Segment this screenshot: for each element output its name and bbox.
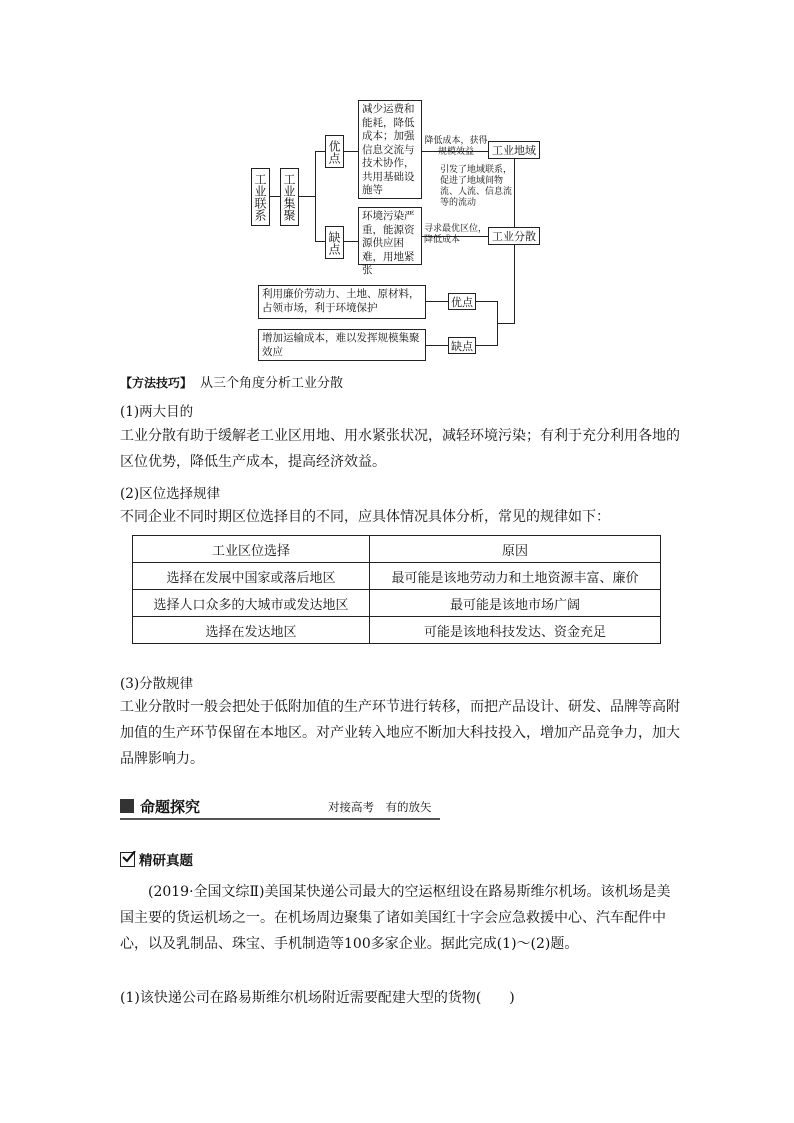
table-cell: 最可能是该地劳动力和土地资源丰富、廉价: [370, 563, 661, 590]
connector: [344, 151, 358, 152]
section-subtitle: 对接高考 有的放矢: [328, 800, 432, 814]
s3-title: (3)分散规律: [120, 676, 194, 692]
table-cell: 选择在发达地区: [133, 617, 370, 644]
node-jiju-advantages: 减少运费和能耗，降低成本；加强信息交流与技术协作，共用基础设施等: [358, 100, 422, 199]
connector: [426, 345, 448, 346]
table-row: [133, 590, 661, 617]
s1-text: 工业分散有助于缓解老工业区用地、用水紧张状况，减轻环境污染；有利于充分利用各地的区位优势，降低生产成本，提高经济效益。: [120, 428, 680, 470]
section-title: 命题探究: [140, 798, 201, 816]
node-fensan-advantages: 利用廉价劳动力、土地、原材料，占领市场，利于环境保护: [258, 285, 426, 319]
method-title: 从三个角度分析工业分散: [200, 376, 344, 391]
node-fensan-youdian: 优点: [448, 293, 476, 310]
s2-title: (2)区位选择规律: [120, 486, 221, 502]
table-cell: 可能是该地科技发达、资金充足: [370, 617, 661, 644]
method-tag: 【方法技巧】: [120, 376, 193, 390]
section-underline: [120, 818, 440, 820]
connector: [299, 196, 315, 197]
connector: [514, 245, 515, 323]
question-passage: (2019·全国文综Ⅱ)美国某快递公司最大的空运枢纽设在路易斯维尔机场。该机场是美国主要的货运机场之一。在机场周边聚集了诸如美国红十字会应急救援中心、汽车配件中心，以及乳制品、珠宝、手机制造等100多家企业。据此完成(1)～(2)题。: [120, 884, 671, 952]
connector: [426, 301, 448, 302]
node-gongye-diyu: 工业地域: [488, 141, 540, 159]
table-row: [133, 563, 661, 590]
table-header: 原因: [370, 536, 661, 563]
table-cell: 最可能是该地市场广阔: [370, 590, 661, 617]
section-square-icon: [120, 799, 134, 813]
jingyan-heading: [120, 849, 193, 869]
jingyan-title: 精研真题: [139, 853, 193, 869]
s3-text: 工业分散时一般会把处于低附加值的生产环节进行转移，而把产品设计、研发、品牌等高附加值的生产环节保留在本地区。对产业转入地应不断加大科技投入，增加产品竞争力，加大品牌影响力。: [120, 699, 680, 767]
connector: [476, 301, 498, 302]
table-cell: 选择在发展中国家或落后地区: [133, 563, 370, 590]
table-row: [133, 617, 661, 644]
arrow: [270, 196, 280, 197]
edge-label-linkage: 引发了地域联系，促进了地域间物流、人流、信息流等的流动: [440, 165, 513, 208]
question-1: (1)该快递公司在路易斯维尔机场附近需要配建大型的货物( ): [120, 990, 515, 1006]
edge-label-cost: 降低成本，获得规模效益: [424, 136, 488, 157]
table-header-row: [133, 536, 661, 563]
connector: [315, 151, 316, 241]
check-icon: [120, 852, 135, 867]
connector: [315, 241, 325, 242]
section-banner: [120, 796, 440, 820]
s2-text: 不同企业不同时期区位选择目的不同，应具体情况具体分析，常见的规律如下：: [120, 509, 610, 525]
node-gongye-jiju: 工业集聚: [280, 168, 299, 226]
node-gongye-fensan: 工业分散: [488, 227, 540, 245]
node-gongye-lianxi: 工业联系: [251, 168, 270, 226]
s1-title: (1)两大目的: [120, 404, 194, 420]
connector: [315, 151, 325, 152]
method-heading: [120, 372, 343, 391]
table-header: 工业区位选择: [133, 536, 370, 563]
connector: [476, 345, 498, 346]
table-cell: 选择人口众多的大城市或发达地区: [133, 590, 370, 617]
node-jiju-quedian: 缺点: [325, 226, 344, 259]
connector: [497, 301, 498, 346]
connector: [514, 159, 515, 227]
connector: [497, 323, 515, 324]
node-fensan-disadvantages: 增加运输成本，难以发挥规模集聚效应: [258, 329, 426, 361]
node-jiju-disadvantages: 环境污染严重，能源资源供应困难，用地紧张: [358, 207, 422, 265]
connector: [344, 241, 358, 242]
location-table: [132, 535, 661, 644]
node-fensan-quedian: 缺点: [448, 337, 476, 354]
edge-label-location: 寻求最优区位，降低成本: [424, 224, 488, 245]
node-jiju-youdian: 优点: [325, 135, 344, 168]
